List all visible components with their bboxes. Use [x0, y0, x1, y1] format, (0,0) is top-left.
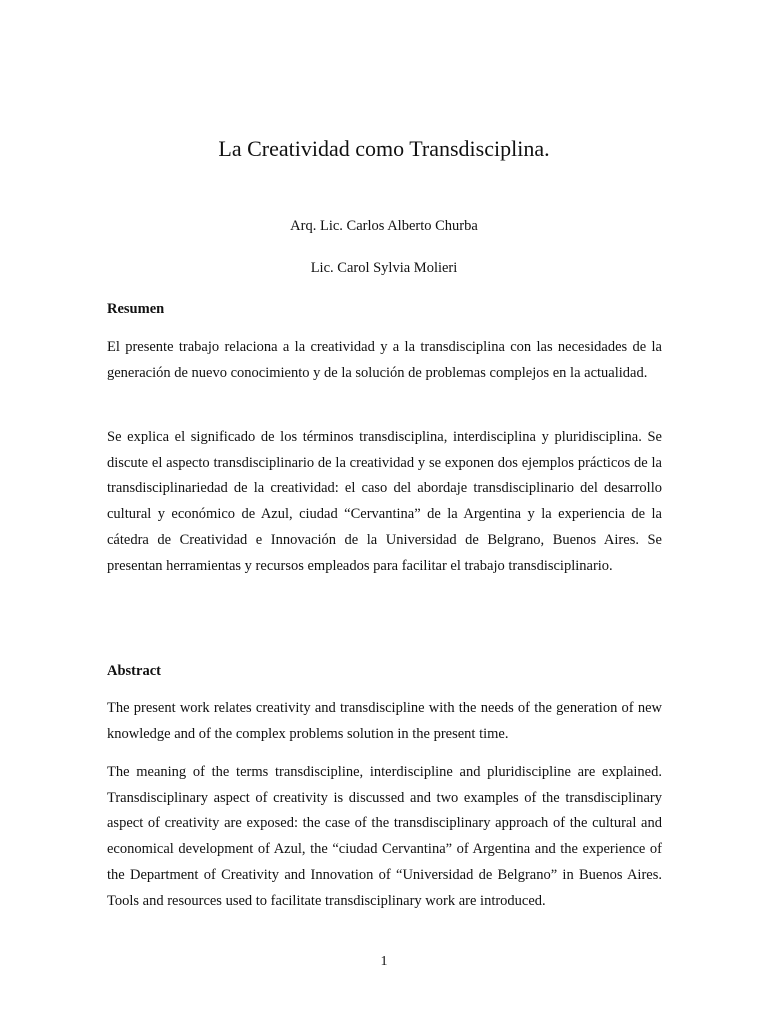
resumen-heading: Resumen — [107, 301, 165, 317]
resumen-paragraph-2: Se explica el significado de los términos transdisciplina, interdisciplina y pluridisciplina. Se discute el aspecto transdisciplinario de la creatividad y se exponen dos ejemplos prácticos de la transdisciplinariedad de la creatividad: el caso del abordaje transdisciplinario del desarrollo cultural y económico de Azul, ciudad “Cervantina” de la Argentina y la experiencia de la cátedra de Creatividad e Innovación de la Universidad de Belgrano, Buenos Aires. Se presentan herramientas y recursos empleados para facilitar el trabajo transdisciplinario. — [107, 429, 662, 574]
resumen-paragraph-1: El presente trabajo relaciona a la creatividad y a la transdisciplina con las necesidades de la generación de nuevo conocimiento y de la solución de problemas complejos en la actualidad. — [107, 339, 662, 381]
abstract-paragraph-2: The meaning of the terms transdiscipline, interdiscipline and pluridiscipline are explained. Transdisciplinary aspect of creativity is discussed and two examples of the transdisciplinary aspect of creativity are exposed: the case of the transdisciplinary approach of the cultural and economical development of Azul, the “ciudad Cervantina” of Argentina and the experience of the Department of Creativity and Innovation of “Universidad de Belgrano” in Buenos Aires. Tools and resources used to facilitate transdisciplinary work are introduced. — [107, 764, 662, 909]
author-1: Arq. Lic. Carlos Alberto Churba — [290, 218, 478, 234]
author-2: Lic. Carol Sylvia Molieri — [310, 260, 458, 276]
page-number: 1 — [380, 954, 388, 969]
paper-title: La Creatividad como Transdisciplina. — [218, 136, 550, 161]
abstract-paragraph-1: The present work relates creativity and transdiscipline with the needs of the generation of new knowledge and of the complex problems solution in the present time. — [107, 700, 662, 742]
abstract-heading: Abstract — [107, 663, 161, 679]
